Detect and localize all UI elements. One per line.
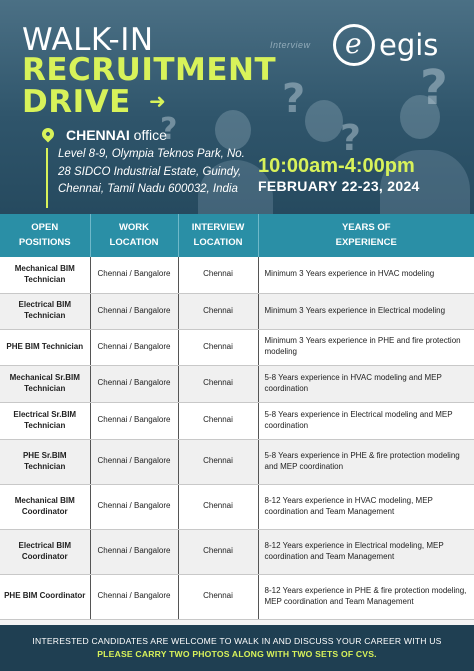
experience-cell: 5-8 Years experience in HVAC modeling and MEP coordination: [258, 365, 474, 402]
background-person-head: [215, 110, 251, 150]
work-location-cell: Chennai / Bangalore: [90, 439, 178, 484]
header-interview-location: INTERVIEW LOCATION: [178, 214, 258, 257]
interview-location-cell: Chennai: [178, 257, 258, 293]
table-row: [0, 574, 474, 619]
interview-location-cell: Chennai: [178, 484, 258, 529]
position-cell: Mechanical Sr.BIM Technician: [0, 365, 90, 402]
experience-cell: 8-12 Years experience in HVAC modeling, MEP coordination and Team Management: [258, 484, 474, 529]
work-location-cell: Chennai / Bangalore: [90, 402, 178, 439]
position-cell: PHE BIM Technician: [0, 329, 90, 365]
experience-cell: 8-12 Years experience in PHE & fire protection modeling, MEP coordination and Team Management: [258, 574, 474, 619]
position-cell: Mechanical BIM Coordinator: [0, 484, 90, 529]
footer-banner: [0, 625, 474, 671]
address-line-3: Chennai, Tamil Nadu 600032, India: [58, 183, 238, 195]
work-location-cell: Chennai / Bangalore: [90, 365, 178, 402]
title-line-3: DRIVE: [22, 84, 131, 120]
table-row: [0, 293, 474, 329]
header-work-location: WORK LOCATION: [90, 214, 178, 257]
table-row: [0, 365, 474, 402]
question-mark-icon: ?: [340, 118, 361, 159]
event-time: 10:00am-4:00pm: [258, 155, 415, 177]
header-years-of-experience: YEARS OF EXPERIENCE: [258, 214, 474, 257]
positions-table: [0, 214, 474, 620]
table-row: [0, 402, 474, 439]
position-cell: Electrical BIM Coordinator: [0, 529, 90, 574]
experience-cell: 5-8 Years experience in PHE & fire protection modeling and MEP coordination: [258, 439, 474, 484]
interview-location-cell: Chennai: [178, 329, 258, 365]
event-date: FEBRUARY 22-23, 2024: [258, 178, 420, 194]
city-name: CHENNAI: [66, 127, 130, 143]
position-cell: PHE Sr.BIM Technician: [0, 439, 90, 484]
question-mark-icon: ?: [160, 112, 178, 147]
table-row: [0, 529, 474, 574]
position-cell: Electrical Sr.BIM Technician: [0, 402, 90, 439]
experience-cell: Minimum 3 Years experience in PHE and fire protection modeling: [258, 329, 474, 365]
address-line-2: 28 SIDCO Industrial Estate, Guindy,: [58, 166, 242, 178]
egis-logo-text: egis: [379, 28, 439, 62]
experience-cell: Minimum 3 Years experience in HVAC modeling: [258, 257, 474, 293]
experience-cell: 5-8 Years experience in Electrical modeling and MEP coordination: [258, 402, 474, 439]
question-mark-icon: ?: [420, 60, 448, 116]
table-row: [0, 257, 474, 293]
work-location-cell: Chennai / Bangalore: [90, 329, 178, 365]
egis-logo-e: e: [345, 27, 362, 60]
header-open-positions: OPEN POSITIONS: [0, 214, 90, 257]
interview-location-cell: Chennai: [178, 529, 258, 574]
position-cell: Mechanical BIM Technician: [0, 257, 90, 293]
title-line-1: WALK-IN: [22, 22, 154, 58]
table-row: [0, 329, 474, 365]
background-person-head: [305, 100, 343, 142]
work-location-cell: Chennai / Bangalore: [90, 574, 178, 619]
title-line-2: RECRUITMENT: [22, 52, 277, 88]
address-divider: [46, 148, 48, 208]
hero-banner: [0, 0, 474, 214]
interview-location-cell: Chennai: [178, 402, 258, 439]
interview-location-cell: Chennai: [178, 365, 258, 402]
position-cell: PHE BIM Coordinator: [0, 574, 90, 619]
position-cell: Electrical BIM Technician: [0, 293, 90, 329]
interview-location-cell: Chennai: [178, 439, 258, 484]
table-row: [0, 439, 474, 484]
footer-instruction-text: PLEASE CARRY TWO PHOTOS ALONG WITH TWO SETS OF CVS.: [97, 649, 377, 659]
interview-location-cell: Chennai: [178, 574, 258, 619]
question-mark-icon: ?: [282, 76, 306, 122]
city-suffix: office: [129, 127, 167, 143]
interview-location-cell: Chennai: [178, 293, 258, 329]
work-location-cell: Chennai / Bangalore: [90, 257, 178, 293]
experience-cell: 8-12 Years experience in Electrical modeling, MEP coordination and Team Management: [258, 529, 474, 574]
office-city: [66, 127, 167, 143]
work-location-cell: Chennai / Bangalore: [90, 293, 178, 329]
location-pin-icon: [40, 126, 57, 143]
table-header-row: [0, 214, 474, 257]
experience-cell: Minimum 3 Years experience in Electrical modeling: [258, 293, 474, 329]
table-row: [0, 484, 474, 529]
work-location-cell: Chennai / Bangalore: [90, 529, 178, 574]
footer-invitation-text: INTERESTED CANDIDATES ARE WELCOME TO WALK IN AND DISCUSS YOUR CAREER WITH US: [32, 636, 442, 646]
right-arrow-icon: ➜: [149, 89, 166, 113]
positions-table-container: [0, 214, 474, 625]
address-line-1: Level 8-9, Olympia Teknos Park, No.: [58, 148, 245, 160]
work-location-cell: Chennai / Bangalore: [90, 484, 178, 529]
background-interview-text: Interview: [270, 40, 311, 50]
